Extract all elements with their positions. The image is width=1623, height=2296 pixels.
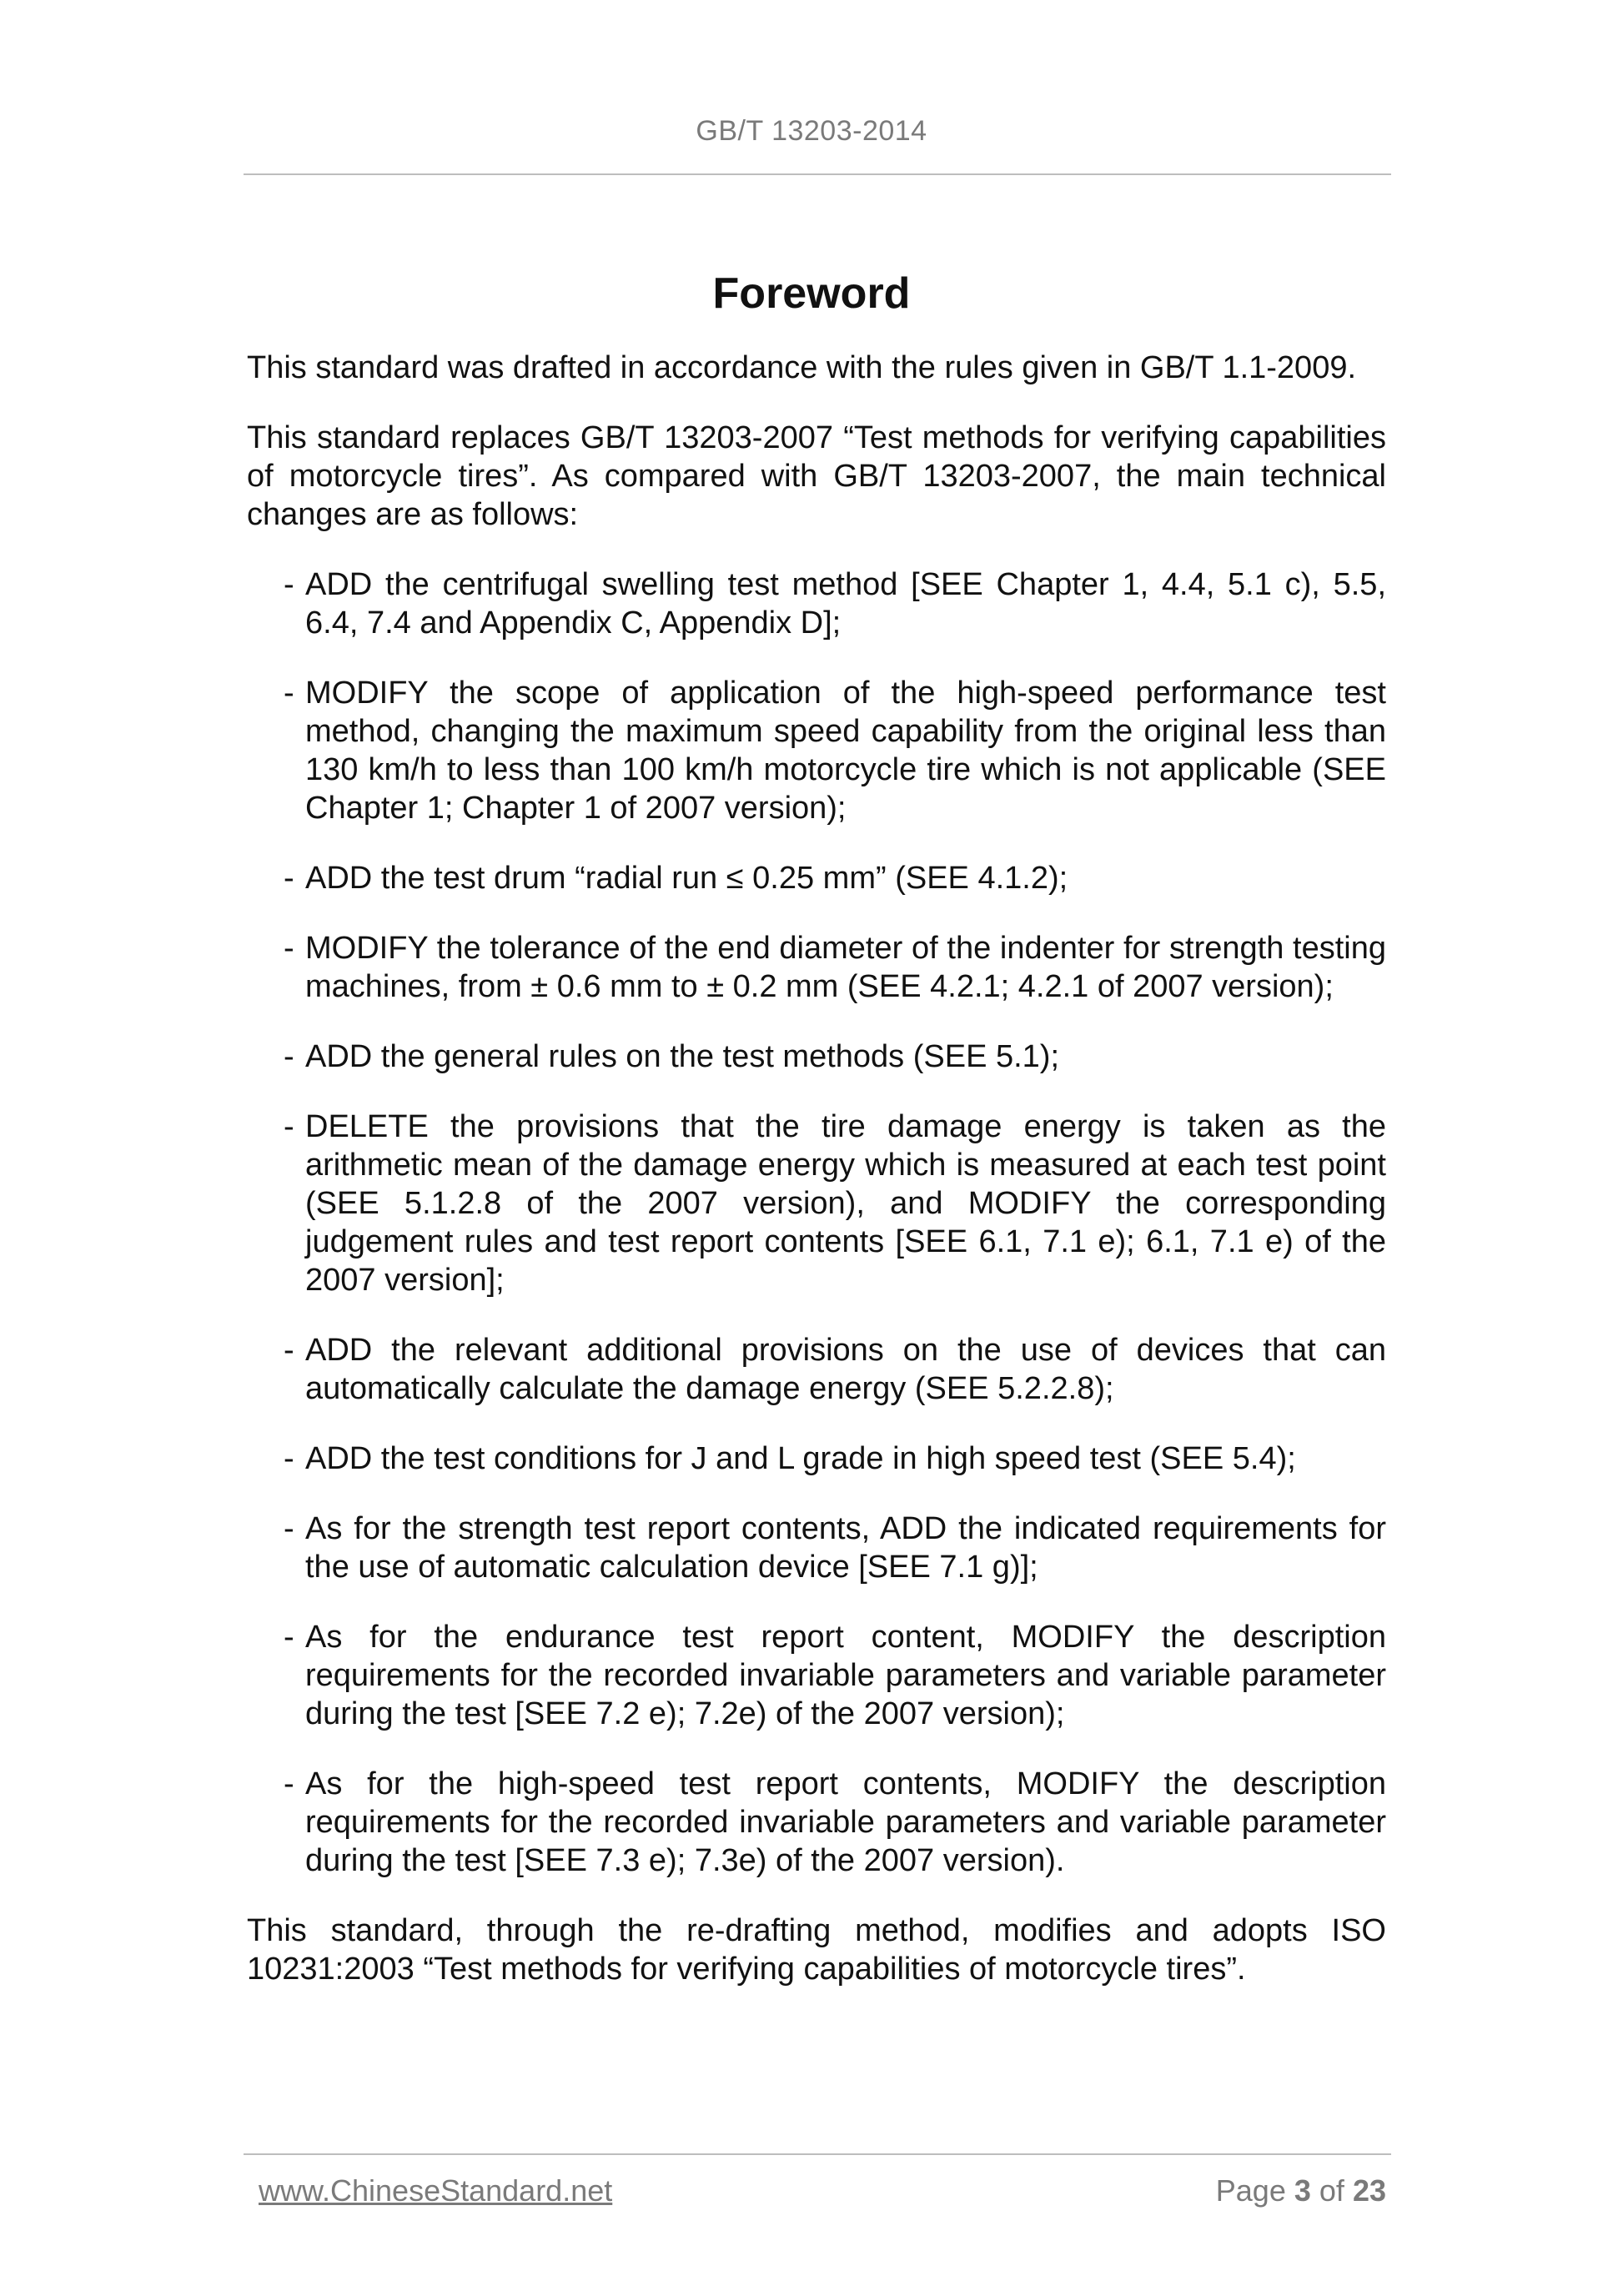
list-bullet: - bbox=[284, 1039, 294, 1074]
list-item bbox=[247, 1618, 1386, 1733]
list-item bbox=[247, 1037, 1386, 1076]
list-item bbox=[247, 929, 1386, 1006]
list-bullet: - bbox=[284, 676, 294, 711]
list-item-text: As for the high-speed test report contents, MODIFY the description requirements for the recorded invariable parameters and variable parameter during the test [SEE 7.3 e); 7.3e) of the 2007 version). bbox=[305, 1766, 1386, 1878]
list-item bbox=[247, 1331, 1386, 1408]
list-item-text: ADD the centrifugal swelling test method [SEE Chapter 1, 4.4, 5.1 c), 5.5, 6.4, 7.4 and Appendix C, Appendix D]; bbox=[305, 567, 1386, 641]
page-of: of bbox=[1319, 2173, 1344, 2208]
list-bullet: - bbox=[284, 861, 294, 896]
list-bullet: - bbox=[284, 1441, 294, 1476]
page-number bbox=[1216, 2173, 1386, 2208]
list-bullet: - bbox=[284, 1109, 294, 1144]
page-current: 3 bbox=[1294, 2173, 1311, 2208]
list-bullet: - bbox=[284, 1766, 294, 1801]
list-item-text: MODIFY the tolerance of the end diameter of the indenter for strength testing machines, from ± 0.6 mm to ± 0.2 mm (SEE 4.2.1; 4.2.1 of 2007 version); bbox=[305, 931, 1386, 1004]
paragraph-drafting-rules: This standard was drafted in accordance with the rules given in GB/T 1.1-2009. bbox=[247, 350, 1357, 385]
technical-changes-list bbox=[247, 565, 1386, 1880]
list-bullet: - bbox=[284, 567, 294, 602]
list-item bbox=[247, 565, 1386, 642]
header-divider bbox=[244, 173, 1391, 175]
paragraph-replacement: This standard replaces GB/T 13203-2007 “Test methods for verifying capabilities of motorcycle tires”. As compared with GB/T 13203-2007, the main technical changes are as follows: bbox=[247, 420, 1386, 532]
list-item-text: ADD the general rules on the test methods (SEE 5.1); bbox=[305, 1039, 1060, 1074]
footer-divider bbox=[244, 2153, 1391, 2155]
paragraph-adoption: This standard, through the re-drafting method, modifies and adopts ISO 10231:2003 “Test methods for verifying capabilities of motorcycle tires”. bbox=[247, 1913, 1386, 1987]
list-item bbox=[247, 1439, 1386, 1478]
list-item bbox=[247, 1510, 1386, 1586]
list-bullet: - bbox=[284, 1620, 294, 1655]
list-item-text: ADD the relevant additional provisions on the use of devices that can automatically calculate the damage energy (SEE 5.2.2.8); bbox=[305, 1333, 1386, 1406]
list-item bbox=[247, 1108, 1386, 1299]
list-item-text: ADD the test drum “radial run ≤ 0.25 mm” (SEE 4.1.2); bbox=[305, 861, 1068, 896]
list-item-text: ADD the test conditions for J and L grade in high speed test (SEE 5.4); bbox=[305, 1441, 1296, 1476]
footer-website-link[interactable]: www.ChineseStandard.net bbox=[259, 2173, 613, 2208]
list-item-text: As for the strength test report contents, ADD the indicated requirements for the use of automatic calculation device [SEE 7.1 g)]; bbox=[305, 1511, 1386, 1585]
page-title: Foreword bbox=[712, 269, 911, 318]
list-item-text: As for the endurance test report content, MODIFY the description requirements for the recorded invariable parameters and variable parameter during the test [SEE 7.2 e); 7.2e) of the 2007 version); bbox=[305, 1620, 1386, 1731]
list-bullet: - bbox=[284, 1333, 294, 1368]
list-item bbox=[247, 674, 1386, 827]
list-bullet: - bbox=[284, 1511, 294, 1546]
page-total: 23 bbox=[1352, 2173, 1386, 2208]
header-standard-code: GB/T 13203-2014 bbox=[696, 115, 927, 147]
page-prefix: Page bbox=[1215, 2173, 1286, 2208]
list-item bbox=[247, 1765, 1386, 1880]
list-item-text: DELETE the provisions that the tire damage energy is taken as the arithmetic mean of the damage energy which is measured at each test point (SEE 5.1.2.8 of the 2007 version), and MODIFY the corresponding judgement rules and test report contents [SEE 6.1, 7.1 e); 6.1, 7.1 e) of the 2007 version]; bbox=[305, 1109, 1386, 1298]
list-bullet: - bbox=[284, 931, 294, 966]
document-body bbox=[247, 349, 1386, 2020]
list-item-text: MODIFY the scope of application of the high-speed performance test method, changing the maximum speed capability from the original less than 130 km/h to less than 100 km/h motorcycle tire which is not applicable (SEE Chapter 1; Chapter 1 of 2007 version); bbox=[305, 676, 1386, 826]
list-item bbox=[247, 859, 1386, 897]
